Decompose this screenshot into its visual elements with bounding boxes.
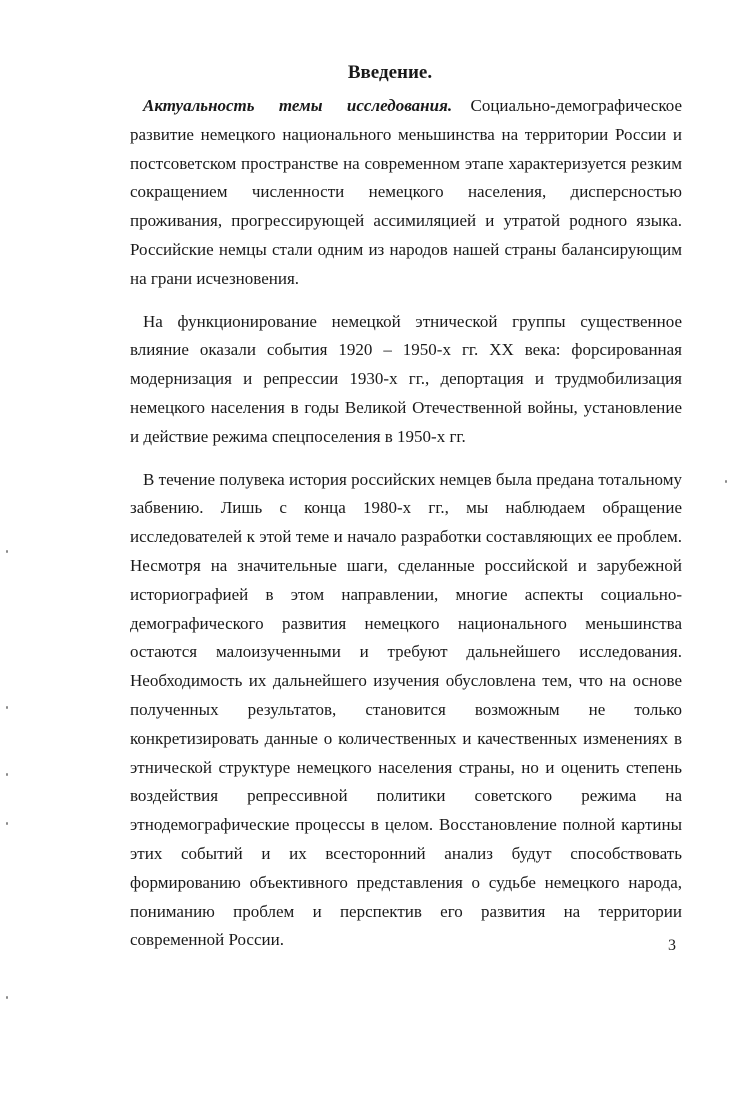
scan-speck	[725, 480, 727, 483]
paragraph-text: На функционирование немецкой этнической группы существенное влияние оказали события 1920 – 1950-х гг. XX века: форсированная модернизация и репрессии 1930-х гг., депортация и трудмобилизация немецкого населения в годы Великой Отечественной войны, установление и действие режима спецпоселения в 1950-х гг.	[130, 311, 682, 446]
paragraph-events	[130, 308, 682, 452]
paragraph-lead: Актуальность темы исследования.	[143, 96, 453, 115]
scan-speck	[6, 773, 8, 776]
scan-speck	[6, 706, 8, 709]
paragraph-relevance	[130, 92, 682, 294]
paragraph-historiography	[130, 466, 682, 956]
page-number: 3	[668, 937, 676, 954]
scan-speck	[6, 996, 8, 999]
page-title: Введение.	[347, 62, 433, 83]
paragraph-text: Социально-демографическое развитие немецкого национального меньшинства на территории России и постсоветском пространстве на современном этапе характеризуется резким сокращением численности немецкого населения, дисперсностью проживания, прогрессирующей ассимиляцией и утратой родного языка. Российские немцы стали одним из народов нашей страны балансирующим на грани исчезновения.	[130, 96, 682, 288]
scan-speck	[6, 822, 8, 825]
body-text	[130, 92, 682, 969]
scan-speck	[6, 550, 8, 553]
paragraph-text: В течение полувека история российских немцев была предана тотальному забвению. Лишь с конца 1980-х гг., мы наблюдаем обращение исследователей к этой теме и начало разработки составляющих ее проблем. Несмотря на значительные шаги, сделанные российской и зарубежной историографией в этом направлении, многие аспекты социально-демографического развития немецкого национального меньшинства остаются малоизученными и требуют дальнейшего исследования. Необходимость их дальнейшего изучения обусловлена тем, что на основе полученных результатов, становится возможным не только конкретизировать данные о количественных и качественных изменениях в этнической структуре немецкого населения страны, но и оценить степень воздействия репрессивной политики советского режима на этнодемографические процессы в целом. Восстановление полной картины этих событий и их всесторонний анализ будут способствовать формированию объективного представления о судьбе немецкого народа, пониманию проблем и перспектив его развития на территории современной России.	[130, 469, 682, 950]
